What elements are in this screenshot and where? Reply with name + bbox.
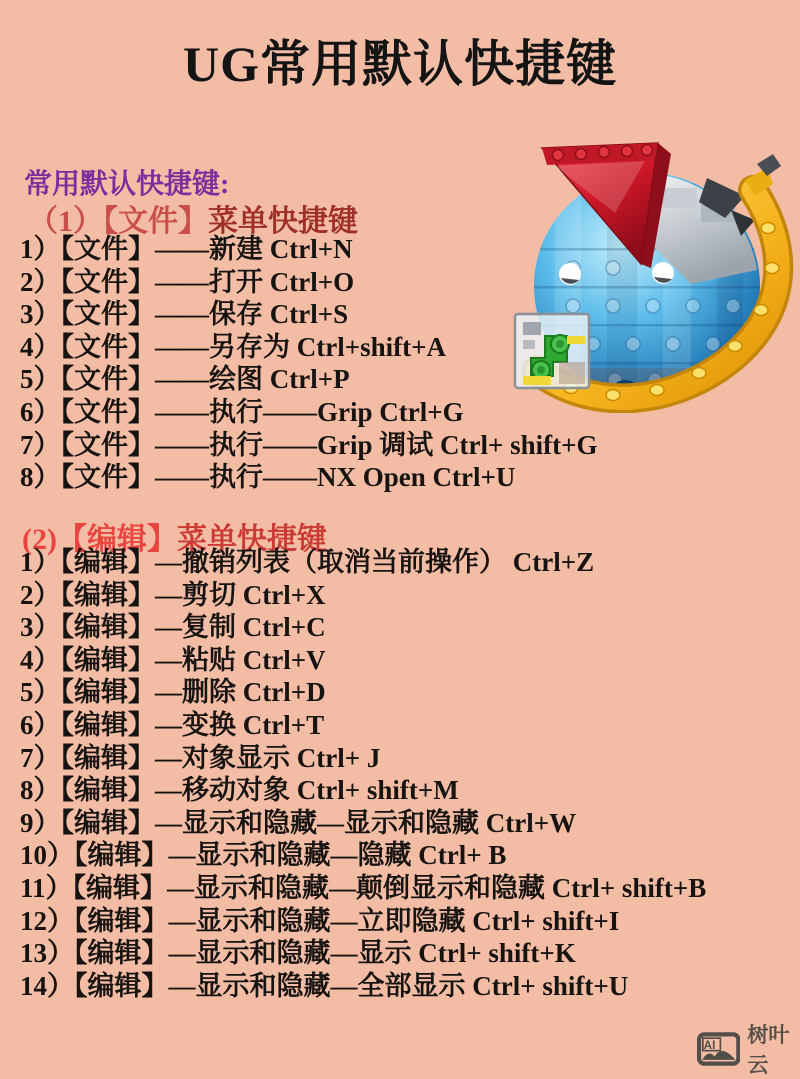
section-file-heading-prefix: （1）【文件】 [28, 205, 208, 238]
shortcut-line: 3）【编辑】—复制 Ctrl+C [20, 612, 326, 643]
shortcut-line: 4）【编辑】—粘贴 Ctrl+V [20, 644, 326, 675]
edit-shortcut-list [20, 546, 706, 1002]
section-edit-heading-prefix: (2)【编辑】 [22, 523, 177, 556]
shortcut-line: 1）【文件】——新建 Ctrl+N [20, 234, 353, 264]
shortcut-line: 11）【编辑】—显示和隐藏—颠倒显示和隐藏 Ctrl+ shift+B [20, 872, 707, 903]
shortcut-line: 2）【文件】——打开 Ctrl+O [20, 266, 355, 297]
shortcut-line: 14）【编辑】—显示和隐藏—全部显示 Ctrl+ shift+U [20, 970, 629, 1001]
shortcut-line: 12）【编辑】—显示和隐藏—立即隐藏 Ctrl+ shift+I [20, 905, 620, 936]
intro-heading: 常用默认快捷键: [24, 169, 230, 200]
shortcut-line: 5）【编辑】—删除 Ctrl+D [20, 677, 326, 708]
shortcut-line: 6）【编辑】—变换 Ctrl+T [20, 709, 325, 740]
nx-lego-logo-illustration [495, 118, 795, 413]
shortcut-line: 8）【编辑】—移动对象 Ctrl+ shift+M [20, 775, 459, 806]
shortcut-line: 13）【编辑】—显示和隐藏—显示 Ctrl+ shift+K [20, 938, 576, 969]
shortcut-line: 5）【文件】——绘图 Ctrl+P [20, 364, 350, 395]
shortcut-line: 1）【编辑】—撤销列表（取消当前操作） Ctrl+Z [20, 547, 595, 577]
shortcut-line: 2）【编辑】—剪切 Ctrl+X [20, 579, 326, 610]
shortcut-line: 10）【编辑】—显示和隐藏—隐藏 Ctrl+ B [20, 840, 507, 871]
shortcut-line: 7）【编辑】—对象显示 Ctrl+ J [20, 742, 381, 773]
ai-image-icon [697, 1029, 740, 1069]
shortcut-line: 8）【文件】——执行——NX Open Ctrl+U [20, 462, 516, 493]
shortcut-line: 7）【文件】——执行——Grip 调试 Ctrl+ shift+G [20, 429, 598, 460]
nx-logo-svg [495, 118, 795, 413]
section-edit-heading-rest: 菜单快捷键 [176, 523, 327, 556]
shortcut-line: 9）【编辑】—显示和隐藏—显示和隐藏 Ctrl+W [20, 807, 577, 838]
section-file-heading-rest: 菜单快捷键 [208, 205, 358, 238]
watermark [697, 1019, 800, 1079]
watermark-text: 树叶云 [747, 1024, 790, 1077]
shortcut-line: 4）【文件】——另存为 Ctrl+shift+A [20, 331, 447, 362]
ai-icon-label: AI [703, 1039, 716, 1052]
shortcut-line: 3）【文件】——保存 Ctrl+S [20, 299, 349, 330]
page-title: UG常用默认快捷键 [183, 36, 617, 92]
shortcut-line: 6）【文件】——执行——Grip Ctrl+G [20, 396, 464, 427]
